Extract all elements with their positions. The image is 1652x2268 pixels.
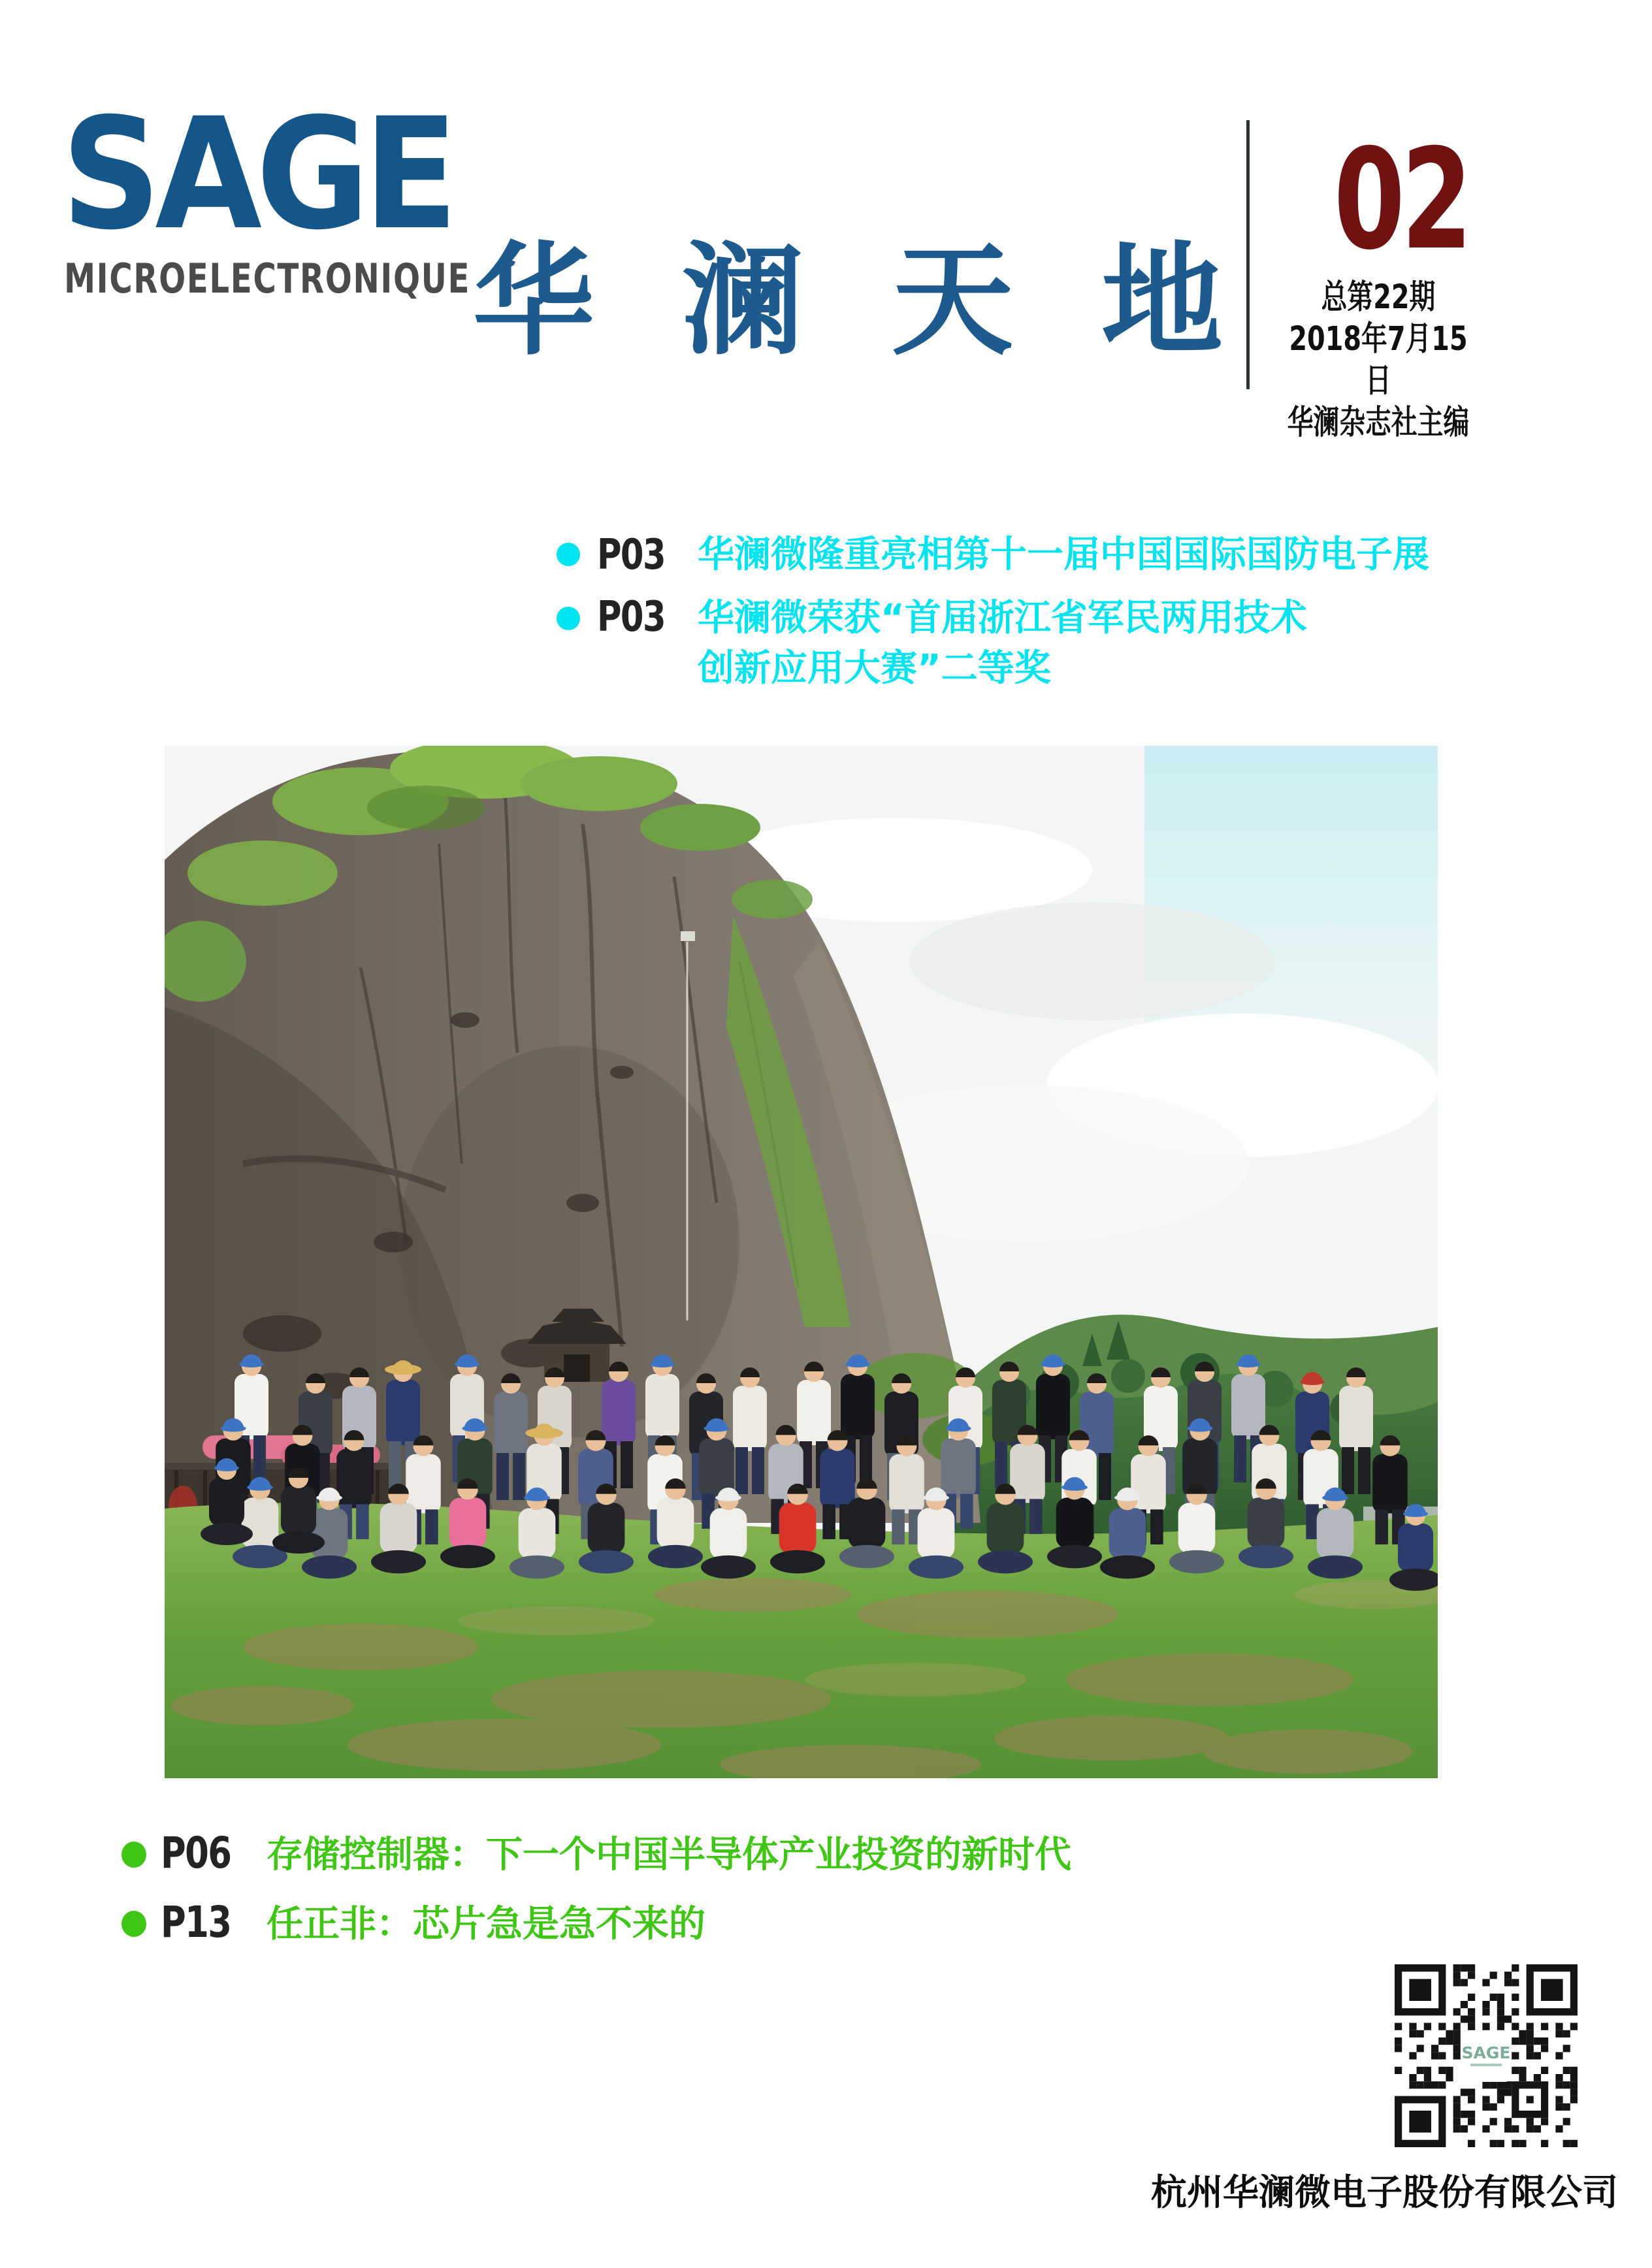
sage-logo-subtitle: MICROELECTRONIQUE [64, 255, 471, 302]
title-char-1: 华 [473, 230, 595, 372]
toc-page-number: P03 [597, 593, 665, 641]
qr-logo-underline [1470, 2064, 1502, 2066]
toc-bullet-icon [121, 1842, 146, 1868]
toc-entry-title [698, 593, 1307, 694]
title-char-4: 地 [1101, 230, 1223, 372]
magazine-title [473, 230, 1223, 372]
toc-entry-title: 存储控制器：下一个中国半导体产业投资的新时代 [267, 1834, 1071, 1876]
toc-entry-line-2: 创新应用大赛”二等奖 [698, 647, 1051, 690]
company-name: 杭州华澜微电子股份有限公司 [1151, 2171, 1619, 2213]
toc-page-number: P03 [597, 531, 665, 579]
issue-info-block [1284, 277, 1473, 444]
issue-number: 02 [1333, 119, 1469, 280]
title-char-2: 澜 [682, 230, 804, 372]
header-divider-line [1246, 120, 1250, 389]
toc-entry-title: 任正非：芯片急是急不来的 [267, 1903, 705, 1945]
toc-bullet-icon [121, 1911, 146, 1937]
issue-editor-label: 华澜杂志社主编 [1287, 404, 1470, 442]
toc-page-number: P06 [161, 1828, 231, 1878]
issue-date-label: 2018年7月15日 [1289, 320, 1468, 400]
toc-bullet-icon [557, 543, 580, 566]
cover-photo [165, 746, 1438, 1778]
toc-page-number: P13 [161, 1897, 231, 1947]
toc-entry-title: 华澜微隆重亮相第十一届中国国际国防电子展 [698, 534, 1429, 576]
toc-bullet-icon [557, 607, 580, 630]
issue-total-label: 总第22期 [1321, 278, 1436, 317]
title-char-3: 天 [892, 230, 1014, 372]
qr-code [1395, 1964, 1578, 2148]
sage-logo-wordmark: SAGE [61, 86, 453, 264]
toc-entry-line-1: 华澜微荣获“首届浙江省军民两用技术 [698, 597, 1307, 639]
qr-logo-text: SAGE [1461, 2043, 1511, 2062]
